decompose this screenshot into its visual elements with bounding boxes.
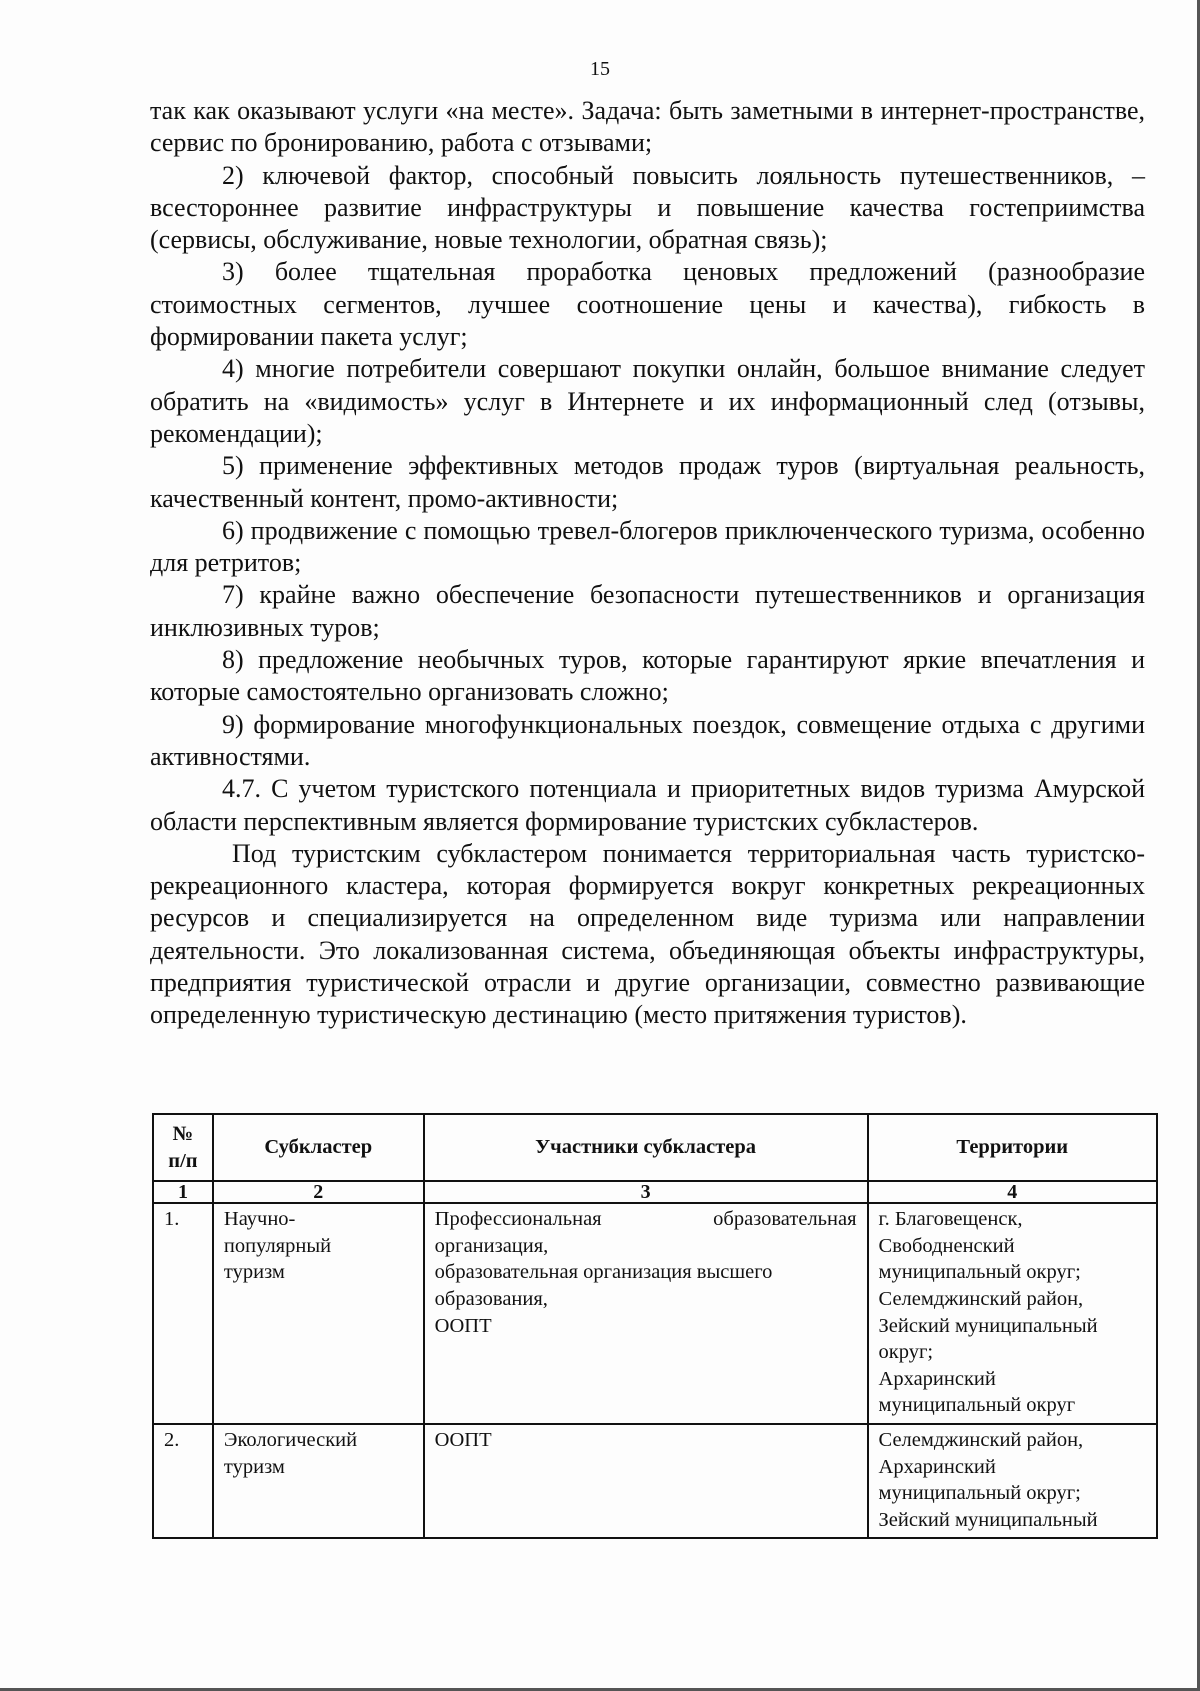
paragraph: 6) продвижение с помощью тревел-блогеров приключенческого туризма, особенно для ретритов; bbox=[150, 515, 1145, 578]
column-number: 1 bbox=[153, 1181, 213, 1203]
cell-line: Экологический bbox=[223, 1428, 358, 1451]
cell-line: образования, bbox=[434, 1287, 548, 1310]
paragraph: 9) формирование многофункциональных поездок, совмещение отдыха с другими активностями. bbox=[150, 709, 1145, 771]
paragraph: 7) крайне важно обеспечение безопасности путешественников и организация инклюзивных туров; bbox=[150, 580, 1145, 642]
header-territories: Территории bbox=[868, 1114, 1157, 1181]
column-number: 3 bbox=[424, 1181, 868, 1203]
cell-line: организация, bbox=[434, 1234, 549, 1257]
cell-line: туризм bbox=[223, 1455, 285, 1478]
cell-line: Селемджинский район, bbox=[878, 1428, 1084, 1451]
column-number-row bbox=[153, 1181, 1157, 1203]
subclusters-table bbox=[152, 1113, 1158, 1539]
paragraph: 8) предложение необычных туров, которые гарантируют яркие впечатления и которые самостоятельно организовать сложно; bbox=[150, 645, 1145, 707]
paragraph: 2) ключевой фактор, способный повысить лояльность путешественников, – всестороннее развитие инфраструктуры и повышение качества гостеприимства (сервисы, обслуживание, новые технологии, обратная связь); bbox=[150, 160, 1145, 255]
cell-line: г. Благовещенск, bbox=[878, 1208, 1023, 1231]
cell-line: муниципальный округ; bbox=[878, 1482, 1081, 1505]
cell-line: Селемджинский район, bbox=[878, 1287, 1084, 1310]
table-row bbox=[153, 1203, 1157, 1424]
header-participants: Участники субкластера bbox=[424, 1114, 868, 1181]
cell-line: туризм bbox=[223, 1261, 285, 1284]
territories-cell bbox=[868, 1424, 1157, 1538]
column-number: 2 bbox=[213, 1181, 424, 1203]
cell-line: Архаринский bbox=[878, 1367, 996, 1390]
table-row bbox=[153, 1424, 1157, 1538]
cell-line: муниципальный округ bbox=[878, 1394, 1076, 1417]
paragraph: 5) применение эффективных методов продаж туров (виртуальная реальность, качественный контент, промо-активности; bbox=[150, 451, 1145, 513]
cell-line: популярный bbox=[223, 1234, 332, 1257]
cell-line: муниципальный округ; bbox=[878, 1261, 1081, 1284]
territories-cell bbox=[868, 1203, 1157, 1424]
subcluster-cell bbox=[213, 1424, 424, 1538]
paragraph: так как оказывают услуги «на месте». Задача: быть заметными в интернет-пространстве, сервис по бронированию, работа с отзывами; bbox=[150, 96, 1145, 158]
cell-line: ООПТ bbox=[434, 1314, 492, 1337]
row-number: 1. bbox=[153, 1203, 213, 1424]
page-number: 15 bbox=[590, 58, 610, 80]
paragraph: Под туристским субкластером понимается территориальная часть туристско-рекреационного кластера, которая формируется вокруг конкретных рекреационных ресурсов и специализируется на определенном виде туризма или направлении деятельности. Это локализованная система, объединяющая объекты инфраструктуры, предприятия туристической отрасли и другие организации, совместно развивающие определенную туристическую дестинацию (место притяжения туристов). bbox=[150, 838, 1145, 1030]
cell-line: округ; bbox=[878, 1341, 934, 1364]
paragraph: 3) более тщательная проработка ценовых предложений (разнообразие стоимостных сегментов, лучшее соотношение цены и качества), гибкость в формировании пакета услуг; bbox=[150, 257, 1145, 352]
participants-cell bbox=[424, 1203, 868, 1424]
body-text bbox=[150, 95, 1145, 1032]
cell-line: Зейский муниципальный bbox=[878, 1314, 1098, 1337]
cell-line: Зейский муниципальный bbox=[878, 1508, 1098, 1531]
subcluster-cell bbox=[213, 1203, 424, 1424]
table-header-row bbox=[153, 1114, 1157, 1181]
section-paragraph: 4.7. С учетом туристского потенциала и приоритетных видов туризма Амурской области перспективным является формирование туристских субкластеров. bbox=[150, 774, 1145, 836]
paragraph: 4) многие потребители совершают покупки онлайн, большое внимание следует обратить на «видимость» услуг в Интернете и их информационный след (отзывы, рекомендации); bbox=[150, 354, 1145, 448]
row-number: 2. bbox=[153, 1424, 213, 1538]
column-number: 4 bbox=[868, 1181, 1157, 1203]
cell-line: Свободненский bbox=[878, 1234, 1015, 1257]
header-number: № п/п bbox=[153, 1114, 213, 1181]
cell-line: Научно- bbox=[223, 1208, 296, 1231]
header-subcluster: Субкластер bbox=[213, 1114, 424, 1181]
cell-line: Профессиональная образовательная bbox=[434, 1208, 857, 1231]
cell-line: образовательная организация высшего bbox=[434, 1261, 773, 1284]
cell-line: ООПТ bbox=[434, 1428, 492, 1451]
cell-line: Архаринский bbox=[878, 1455, 996, 1478]
participants-cell bbox=[424, 1424, 868, 1538]
